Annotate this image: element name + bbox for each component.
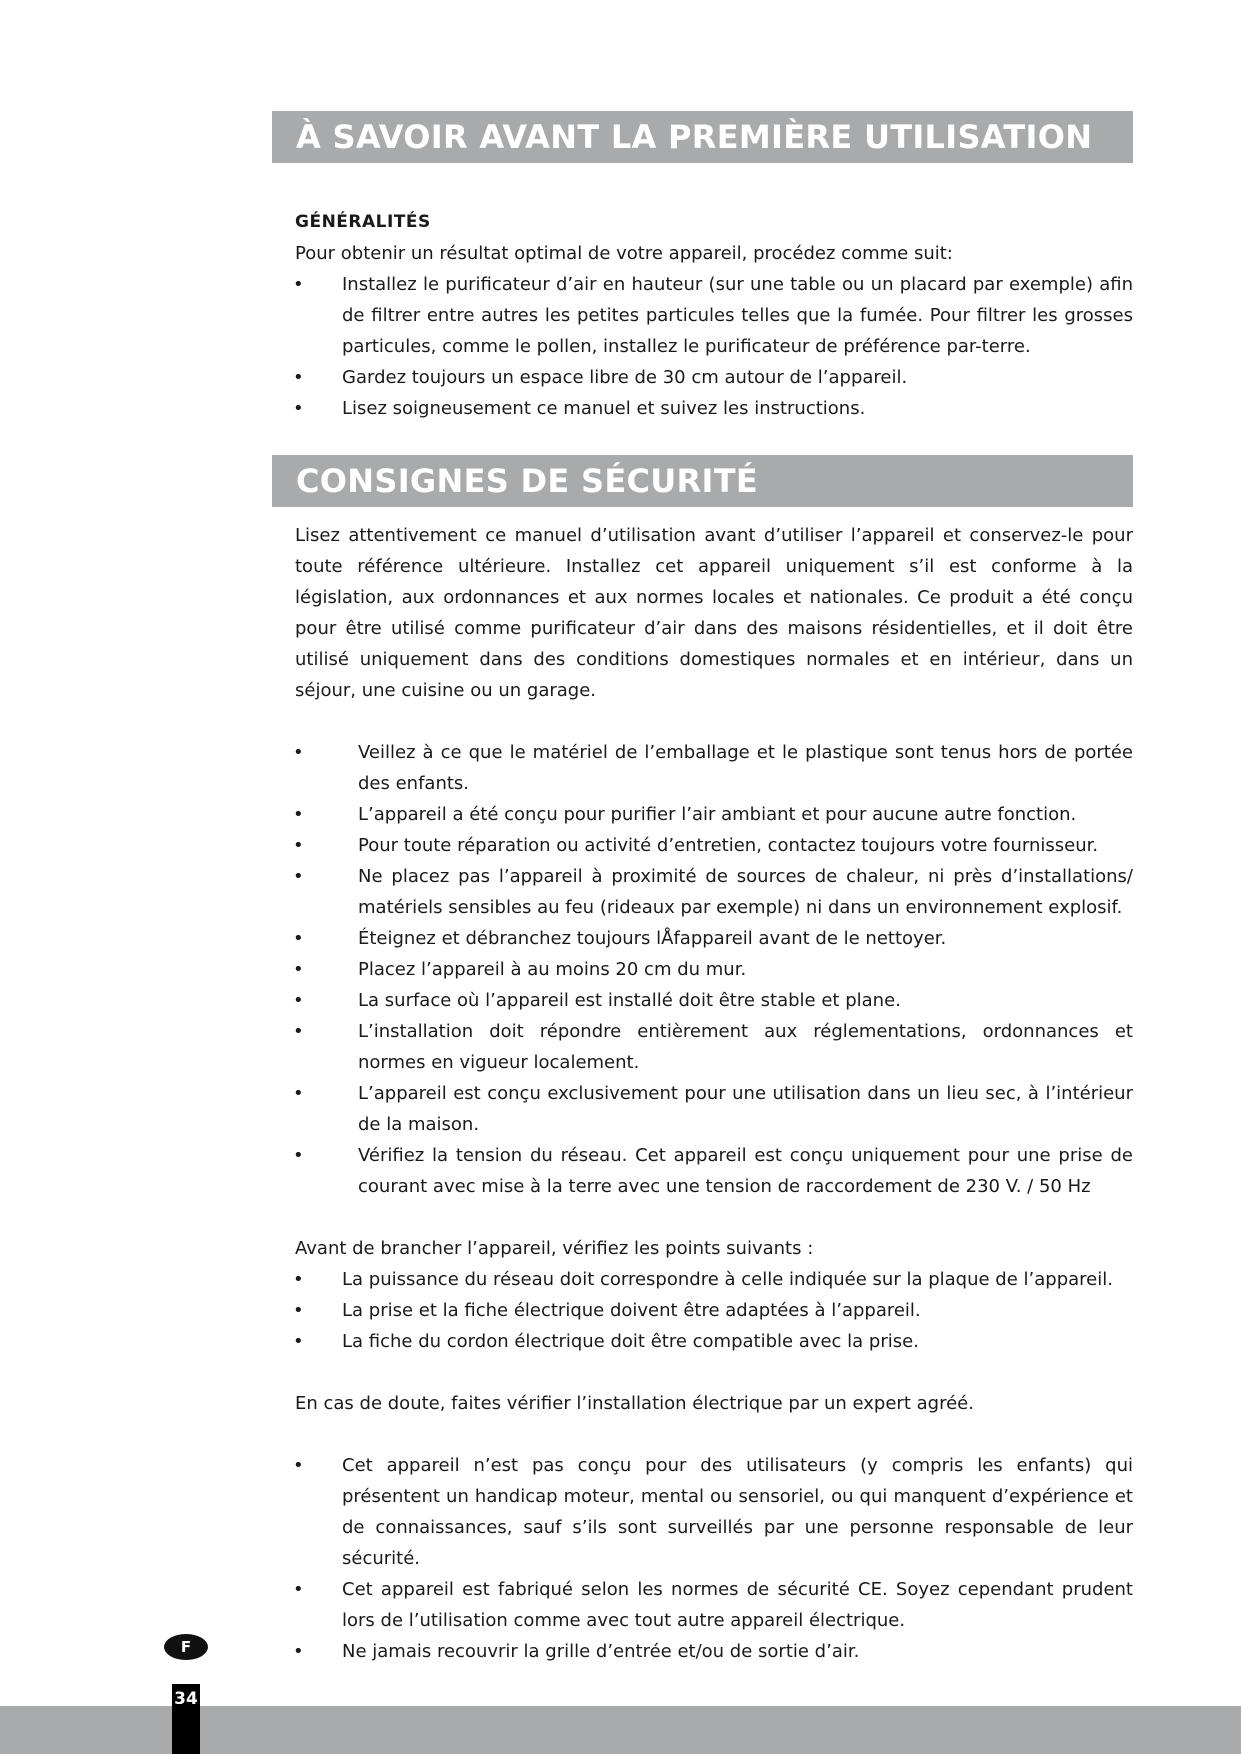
general-intro: Pour obtenir un résultat optimal de votre appareil, procédez comme suit: xyxy=(295,243,953,264)
list-item: • Cet appareil est fabriqué selon les normes de sécurité CE. Soyez cependant prudent lors de l’utilisation comme avec tout autre appareil électrique. xyxy=(295,1574,1133,1636)
list-item: • L’installation doit répondre entièrement aux réglementations, ordonnances et normes en vigueur localement. xyxy=(295,1016,1133,1078)
general-section xyxy=(295,207,1133,424)
check-bullet-list xyxy=(295,1264,1133,1357)
section-title-first-use: À SAVOIR AVANT LA PREMIÈRE UTILISATION xyxy=(272,111,1133,163)
check-intro: Avant de brancher l’appareil, vérifiez les points suivants : xyxy=(295,1238,814,1259)
list-item: • Cet appareil n’est pas conçu pour des utilisateurs (y compris les enfants) qui présentent un handicap moteur, mental ou sensoriel, ou qui manquent d’expérience et de connaissances, sauf s’ils sont surveillés par une personne responsable de leur sécurité. xyxy=(295,1450,1133,1574)
general-bullet-list xyxy=(295,269,1133,424)
list-item: • L’appareil est conçu exclusivement pour une utilisation dans un lieu sec, à l’intérieur de la maison. xyxy=(295,1078,1133,1140)
list-item: • Ne jamais recouvrir la grille d’entrée et/ou de sortie d’air. xyxy=(295,1636,1133,1667)
doubt-note: En cas de doute, faites vérifier l’installation électrique par un expert agréé. xyxy=(295,1393,974,1414)
final-bullet-list xyxy=(295,1450,1133,1667)
safety-section xyxy=(295,520,1133,1667)
list-item: • La prise et la fiche électrique doivent être adaptées à l’appareil. xyxy=(295,1295,1133,1326)
list-item: • Veillez à ce que le matériel de l’emballage et le plastique sont tenus hors de portée des enfants. xyxy=(295,737,1133,799)
list-item: • Gardez toujours un espace libre de 30 cm autour de l’appareil. xyxy=(295,362,1133,393)
list-item: • Éteignez et débranchez toujours lÅfappareil avant de le nettoyer. xyxy=(295,923,1133,954)
section-title-safety: CONSIGNES DE SÉCURITÉ xyxy=(272,455,1133,507)
list-item: • La fiche du cordon électrique doit être compatible avec la prise. xyxy=(295,1326,1133,1357)
safety-bullet-list xyxy=(295,737,1133,1202)
list-item: • L’appareil a été conçu pour purifier l’air ambiant et pour aucune autre fonction. xyxy=(295,799,1133,830)
list-item: • La surface où l’appareil est installé doit être stable et plane. xyxy=(295,985,1133,1016)
list-item: • Placez l’appareil à au moins 20 cm du mur. xyxy=(295,954,1133,985)
subheading-generalites: GÉNÉRALITÉS xyxy=(295,212,431,232)
list-item: • Ne placez pas l’appareil à proximité de sources de chaleur, ni près d’installations/ matériels sensibles au feu (rideaux par exemple) ni dans un environnement explosif. xyxy=(295,861,1133,923)
list-item: • Installez le purificateur d’air en hauteur (sur une table ou un placard par exemple) afin de filtrer entre autres les petites particules telles que la fumée. Pour filtrer les grosses particules, comme le pollen, installez le purificateur de préférence par-terre. xyxy=(295,269,1133,362)
safety-intro: Lisez attentivement ce manuel d’utilisation avant d’utiliser l’appareil et conservez-le pour toute référence ultérieure. Installez cet appareil uniquement s’il est conforme à la législation, aux ordonnances et aux normes locales et nationales. Ce produit a été conçu pour être utilisé comme purificateur d’air dans des maisons résidentielles, et il doit être utilisé uniquement dans des conditions domestiques normales et en intérieur, dans un séjour, une cuisine ou un garage. xyxy=(295,525,1133,701)
page-number: 34 xyxy=(172,1684,200,1754)
list-item: • La puissance du réseau doit correspondre à celle indiquée sur la plaque de l’appareil. xyxy=(295,1264,1133,1295)
list-item: • Vérifiez la tension du réseau. Cet appareil est conçu uniquement pour une prise de courant avec mise à la terre avec une tension de raccordement de 230 V. / 50 Hz xyxy=(295,1140,1133,1202)
list-item: • Lisez soigneusement ce manuel et suivez les instructions. xyxy=(295,393,1133,424)
language-badge: F xyxy=(164,1634,208,1660)
list-item: • Pour toute réparation ou activité d’entretien, contactez toujours votre fournisseur. xyxy=(295,830,1133,861)
